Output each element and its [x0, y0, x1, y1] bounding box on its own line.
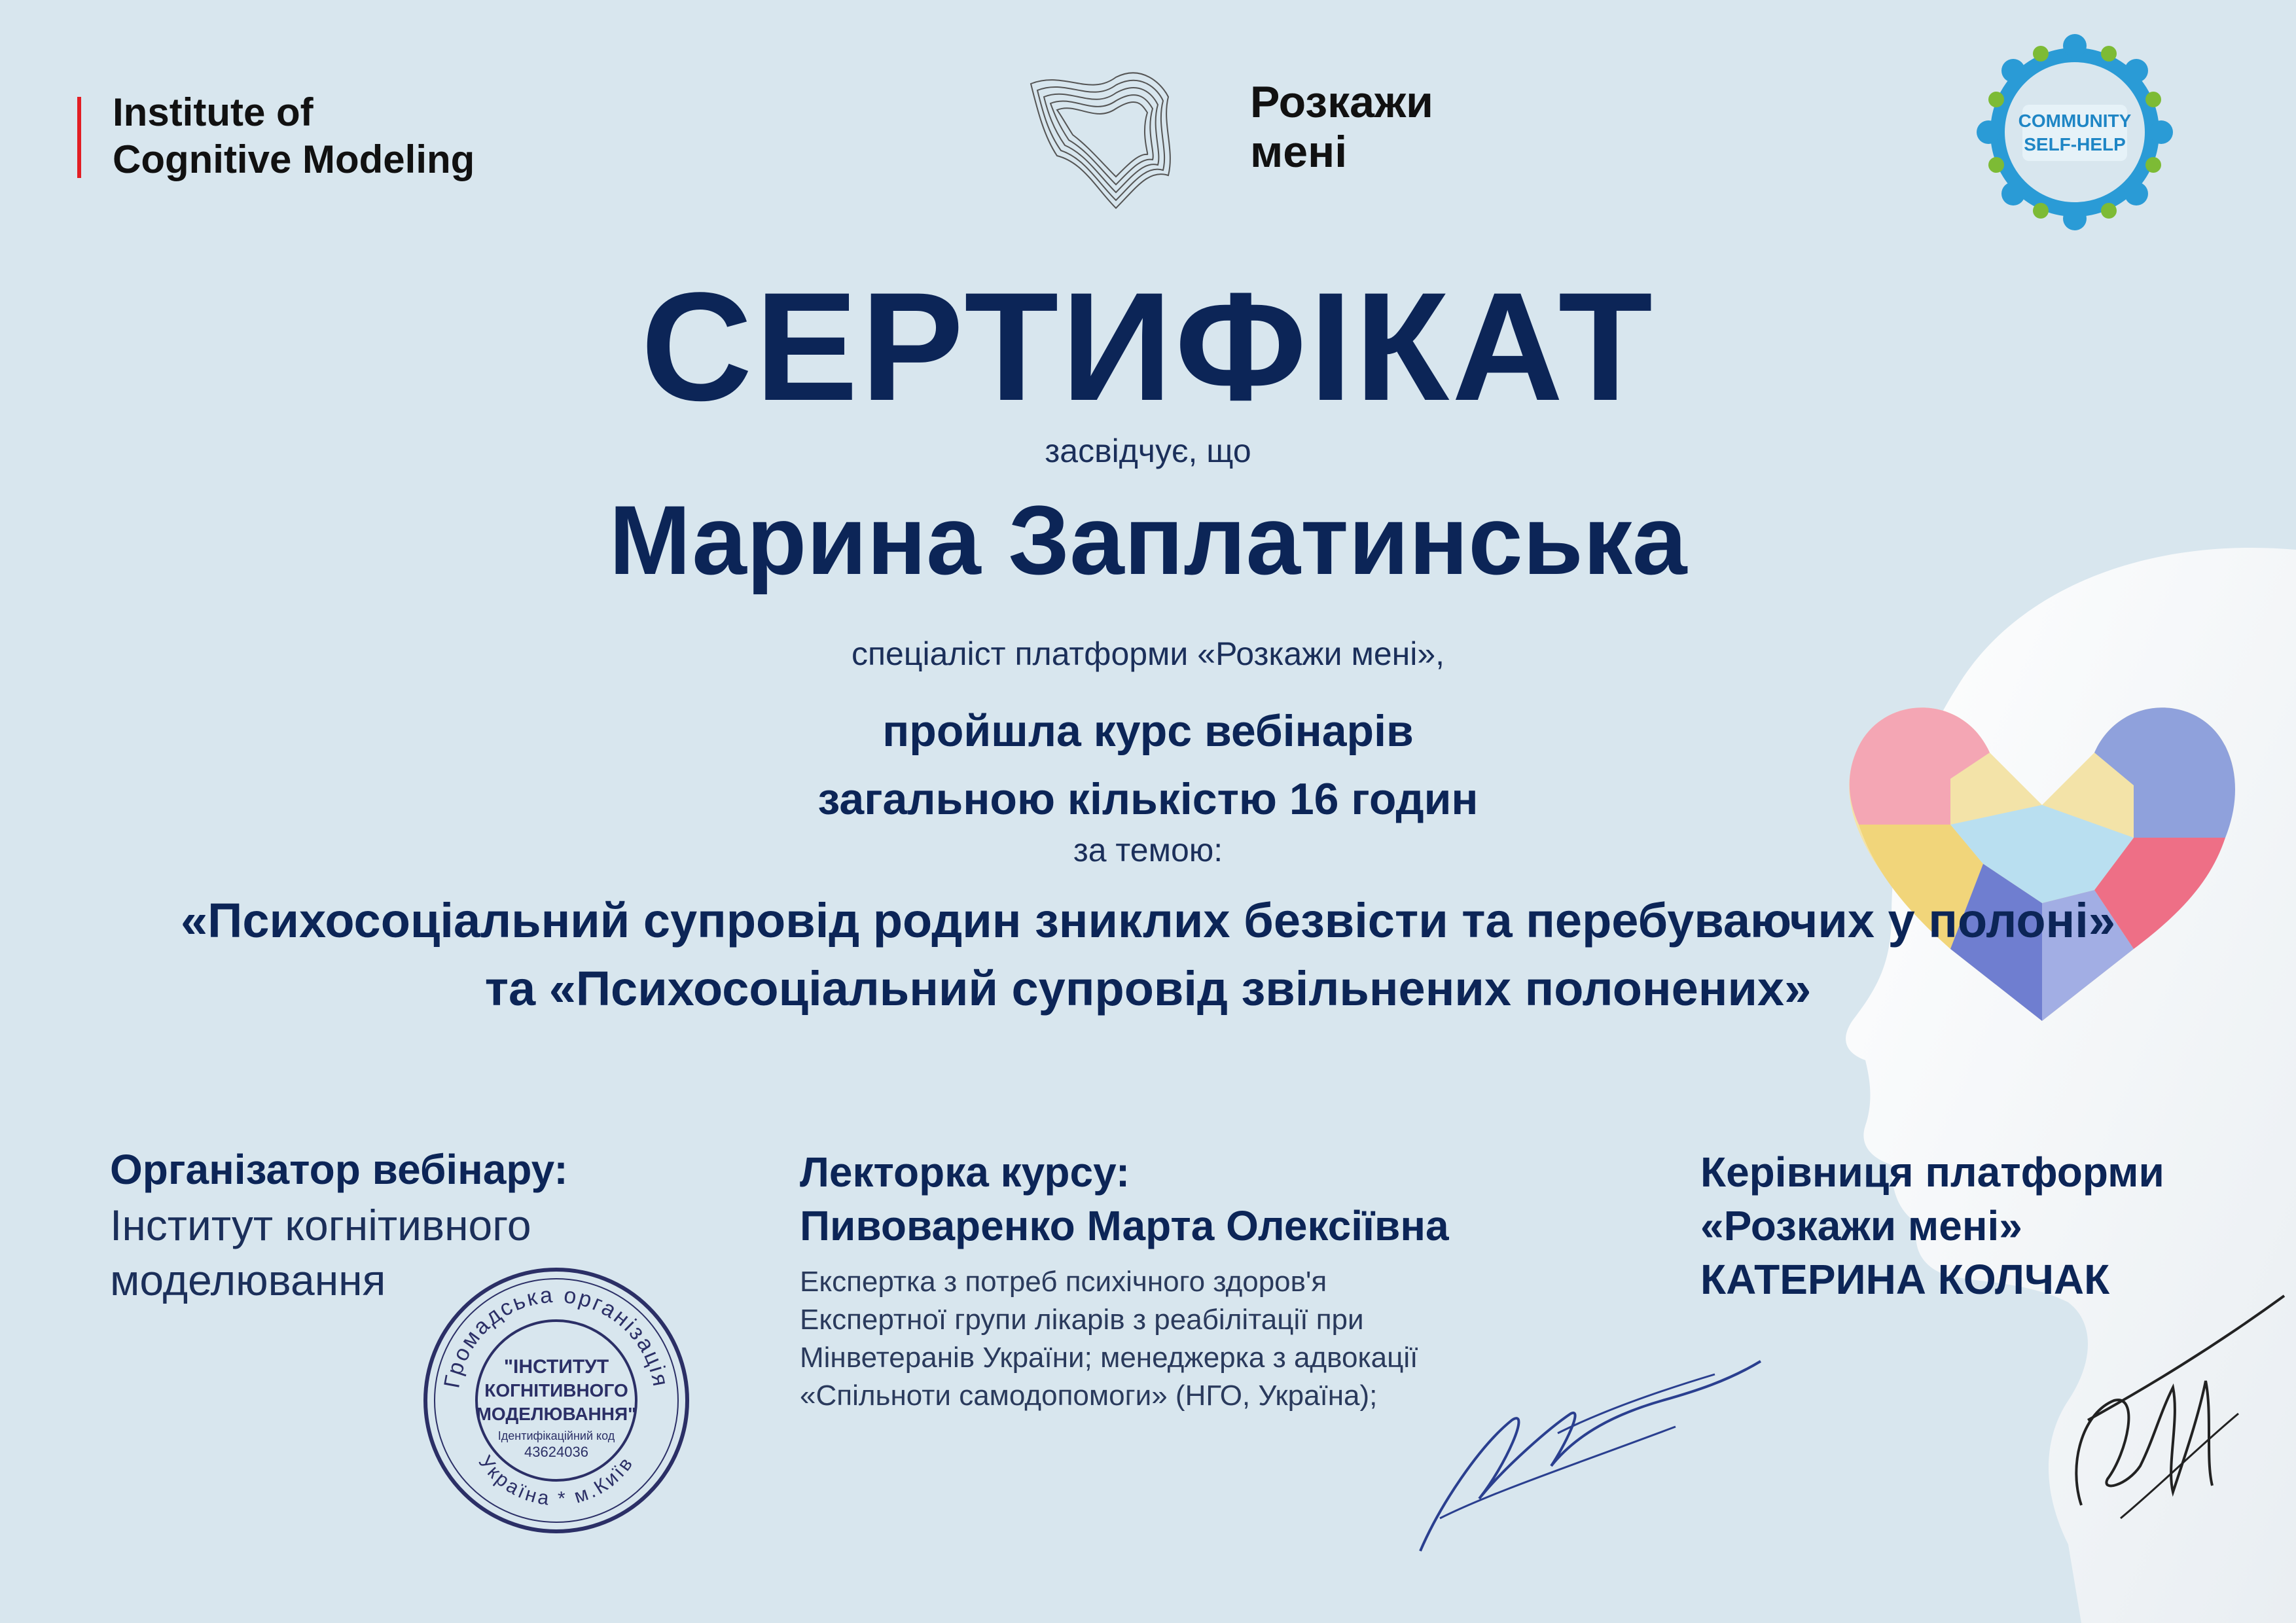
- organizer-line-1: Інститут когнітивного: [110, 1201, 531, 1249]
- lecturer-desc-line-2: Експертної групи лікарів з реабілітації при: [800, 1304, 1364, 1336]
- organizer-label: Організатор вебінару:: [110, 1146, 568, 1193]
- on-topic-text: за темою:: [1073, 832, 1223, 868]
- stamp-center-line-2: КОГНІТИВНОГО: [484, 1380, 628, 1400]
- recipient-name: Марина Заплатинська: [609, 485, 1687, 595]
- topic-line-2: та «Психосоціальний супровід звільнених полонених»: [484, 961, 1812, 1016]
- lecturer-name: Пивоваренко Марта Олексіївна: [800, 1202, 1449, 1249]
- community-logo-line-1: COMMUNITY: [2018, 111, 2132, 131]
- lecturer-signature: [1401, 1335, 1767, 1558]
- stamp-code-label: Ідентифікаційний код: [497, 1429, 615, 1442]
- course-info: [0, 697, 2296, 833]
- lecturer-block: [800, 1145, 1449, 1253]
- community-logo-line-2: SELF-HELP: [2024, 134, 2126, 154]
- certificate-title: СЕРТИФІКАТ: [641, 260, 1655, 433]
- rozkazhy-meni-logo-text: [1250, 77, 1433, 177]
- platform-head-name: КАТЕРИНА КОЛЧАК: [1700, 1256, 2110, 1303]
- ico-logo-line-1: Institute of: [113, 90, 314, 134]
- topic-line-1: «Психосоціальний супровід родин зниклих безвісти та перебуваючих у полоні»: [181, 893, 2115, 948]
- stamp-code: 43624036: [524, 1444, 588, 1460]
- lecturer-desc-line-4: «Спільноти самодопомоги» (НГО, Україна);: [800, 1380, 1378, 1412]
- ico-logo-bar: [77, 97, 81, 178]
- platform-head-signature: [2042, 1270, 2291, 1544]
- ico-logo-text: [113, 89, 475, 183]
- rozkazhy-meni-logo-icon: [1018, 58, 1181, 221]
- certifies-text: засвідчує, що: [1045, 433, 1251, 469]
- platform-head-label-1: Керівниця платформи: [1700, 1149, 2164, 1196]
- course-line-2: загальною кількістю 16 годин: [817, 774, 1479, 824]
- community-self-help-logo-icon: [1970, 27, 2179, 237]
- stamp-bottom-text: Україна * м.Київ: [474, 1452, 639, 1510]
- lecturer-label: Лекторка курсу:: [800, 1149, 1130, 1196]
- course-line-1: пройшла курс вебінарів: [882, 706, 1414, 756]
- stamp-center-line-1: "ІНСТИТУТ: [503, 1356, 609, 1378]
- lecturer-desc-line-1: Експертка з потреб психічного здоров'я: [800, 1266, 1327, 1298]
- platform-head-label-2: «Розкажи мені»: [1700, 1202, 2022, 1249]
- course-topic: [0, 887, 2296, 1023]
- rozkazhy-logo-line-2: мені: [1250, 127, 1348, 177]
- ico-logo-line-2: Cognitive Modeling: [113, 137, 475, 181]
- rozkazhy-logo-line-1: Розкажи: [1250, 77, 1433, 127]
- stamp-center-line-3: МОДЕЛЮВАННЯ": [476, 1404, 637, 1424]
- organizer-line-2: моделювання: [110, 1256, 386, 1304]
- lecturer-desc-line-3: Мінветеранів України; менеджерка з адвокації: [800, 1342, 1418, 1374]
- organization-stamp: [419, 1263, 694, 1538]
- recipient-role: спеціаліст платформи «Розкажи мені»,: [851, 635, 1445, 672]
- stamp-ring-text: Громадська організація: [439, 1282, 673, 1390]
